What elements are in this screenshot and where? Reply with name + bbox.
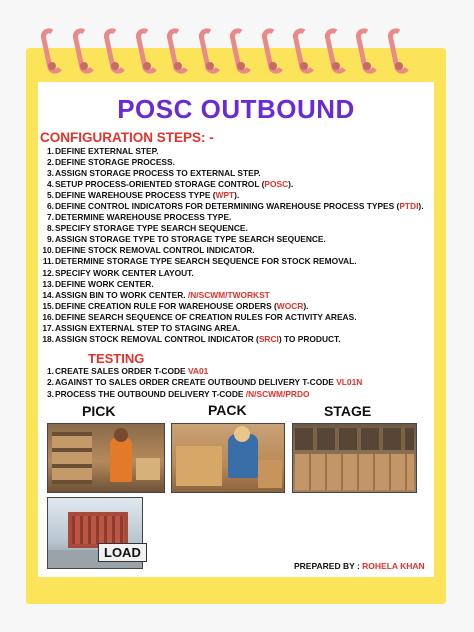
testing-step — [41, 377, 362, 388]
item-text: DEFINE CONTROL INDICATORS FOR DETERMINING WAREHOUSE PROCESS TYPES ( — [55, 201, 400, 212]
configuration-step — [41, 168, 424, 179]
item-number: 4. — [47, 179, 54, 190]
pack-label: PACK — [208, 402, 247, 418]
item-number: 12. — [42, 267, 54, 278]
ring-hole — [237, 62, 245, 70]
item-code: SRCI — [258, 333, 279, 344]
prepared-by — [294, 561, 425, 571]
ring-hole — [395, 62, 403, 70]
item-number: 13. — [42, 278, 54, 289]
configuration-step — [41, 301, 424, 312]
item-text: PROCESS THE OUTBOUND DELIVERY T-CODE — [55, 388, 246, 399]
item-code: POSC — [264, 179, 289, 190]
item-number: 5. — [47, 190, 54, 201]
item-number: 2. — [47, 377, 54, 388]
item-number: 8. — [47, 223, 54, 234]
configuration-step — [41, 268, 424, 279]
configuration-step — [41, 334, 424, 345]
stage-label: STAGE — [324, 403, 372, 419]
item-number: 16. — [42, 311, 54, 322]
load-label: LOAD — [98, 543, 147, 562]
item-number: 15. — [42, 300, 54, 311]
item-text: DEFINE CREATION RULE FOR WAREHOUSE ORDERS ( — [55, 300, 277, 311]
configuration-step — [41, 212, 424, 223]
item-text: DEFINE STORAGE PROCESS. — [55, 157, 175, 168]
item-text-suffix: ). — [303, 300, 309, 311]
configuration-step — [41, 146, 424, 157]
configuration-step — [41, 312, 424, 323]
item-number: 9. — [47, 234, 54, 245]
ring-hole — [269, 62, 277, 70]
item-text-suffix: ). — [418, 201, 424, 212]
item-text: ASSIGN EXTERNAL STEP TO STAGING AREA. — [55, 322, 241, 333]
ring-hole — [332, 62, 340, 70]
item-number: 14. — [42, 289, 54, 300]
item-number: 1. — [47, 366, 54, 376]
configuration-steps-list — [41, 146, 424, 345]
item-text: DETERMINE WAREHOUSE PROCESS TYPE. — [55, 212, 232, 223]
item-number: 10. — [42, 245, 54, 256]
configuration-step — [41, 256, 424, 267]
item-number: 3. — [47, 168, 54, 179]
ring-hole — [111, 62, 119, 70]
configuration-step — [41, 190, 424, 201]
item-code: /N/SCWM/PRDO — [245, 388, 310, 399]
configuration-step — [41, 201, 424, 212]
ring-hole — [174, 62, 182, 70]
configuration-step — [41, 279, 424, 290]
testing-steps-list — [41, 366, 362, 400]
item-text: ASSIGN STOCK REMOVAL CONTROL INDICATOR ( — [55, 333, 259, 344]
item-number: 3. — [47, 388, 54, 399]
item-text: AGAINST TO SALES ORDER CREATE OUTBOUND DELIVERY T-CODE — [55, 377, 337, 388]
item-text: DEFINE WORK CENTER. — [55, 278, 154, 289]
item-text: ASSIGN BIN TO WORK CENTER. — [55, 289, 188, 300]
item-text: DEFINE SEARCH SEQUENCE OF CREATION RULES FOR ACTIVITY AREAS. — [55, 311, 357, 322]
configuration-step — [41, 290, 424, 301]
item-number: 17. — [42, 322, 54, 333]
testing-step — [41, 366, 362, 377]
testing-step — [41, 389, 362, 400]
pick-photo — [47, 423, 165, 493]
configuration-heading: CONFIGURATION STEPS: - — [40, 130, 214, 145]
item-number: 11. — [42, 256, 54, 267]
pick-label: PICK — [82, 403, 116, 419]
configuration-step — [41, 234, 424, 245]
item-number: 2. — [47, 157, 54, 168]
configuration-step — [41, 179, 424, 190]
item-text: DETERMINE STORAGE TYPE SEARCH SEQUENCE FOR STOCK REMOVAL. — [55, 256, 357, 267]
item-code: VL01N — [336, 377, 363, 388]
ring-hole — [143, 62, 151, 70]
item-text-suffix: ). — [234, 190, 240, 201]
ring-hole — [80, 62, 88, 70]
configuration-step — [41, 157, 424, 168]
author-name: ROHELA KHAN — [362, 561, 425, 571]
item-text: CREATE SALES ORDER T-CODE — [55, 366, 188, 376]
ring-hole — [300, 62, 308, 70]
item-text-suffix: ) TO PRODUCT. — [278, 333, 341, 344]
item-number: 7. — [47, 212, 54, 223]
ring-hole — [363, 62, 371, 70]
stage-photo — [292, 423, 417, 493]
testing-heading: TESTING — [88, 351, 145, 366]
item-number: 1. — [47, 146, 54, 156]
prepared-by-prefix: PREPARED BY : — [294, 561, 363, 571]
item-code: PTDI — [399, 201, 419, 212]
page-title: POSC OUTBOUND — [117, 94, 355, 124]
configuration-step — [41, 245, 424, 256]
ring-hole — [48, 62, 56, 70]
item-text: SPECIFY WORK CENTER LAYOUT. — [55, 267, 194, 278]
item-code: WPT — [215, 190, 235, 201]
item-text: ASSIGN STORAGE TYPE TO STORAGE TYPE SEARCH SEQUENCE. — [55, 234, 326, 245]
configuration-step — [41, 223, 424, 234]
item-text: DEFINE STOCK REMOVAL CONTROL INDICATOR. — [55, 245, 255, 256]
item-text: SPECIFY STORAGE TYPE SEARCH SEQUENCE. — [55, 223, 248, 234]
item-code: VA01 — [187, 366, 209, 376]
item-text-suffix: ). — [288, 179, 294, 190]
item-text: SETUP PROCESS-ORIENTED STORAGE CONTROL ( — [55, 179, 265, 190]
item-text: DEFINE WAREHOUSE PROCESS TYPE ( — [55, 190, 216, 201]
item-code: /N/SCWM/TWORKST — [187, 289, 270, 300]
item-code: WOCR — [276, 300, 304, 311]
item-text: ASSIGN STORAGE PROCESS TO EXTERNAL STEP. — [55, 168, 261, 179]
pack-photo — [171, 423, 285, 493]
ring-hole — [206, 62, 214, 70]
item-text: DEFINE EXTERNAL STEP. — [55, 146, 159, 156]
item-number: 18. — [42, 333, 54, 344]
item-number: 6. — [47, 201, 54, 212]
configuration-step — [41, 323, 424, 334]
